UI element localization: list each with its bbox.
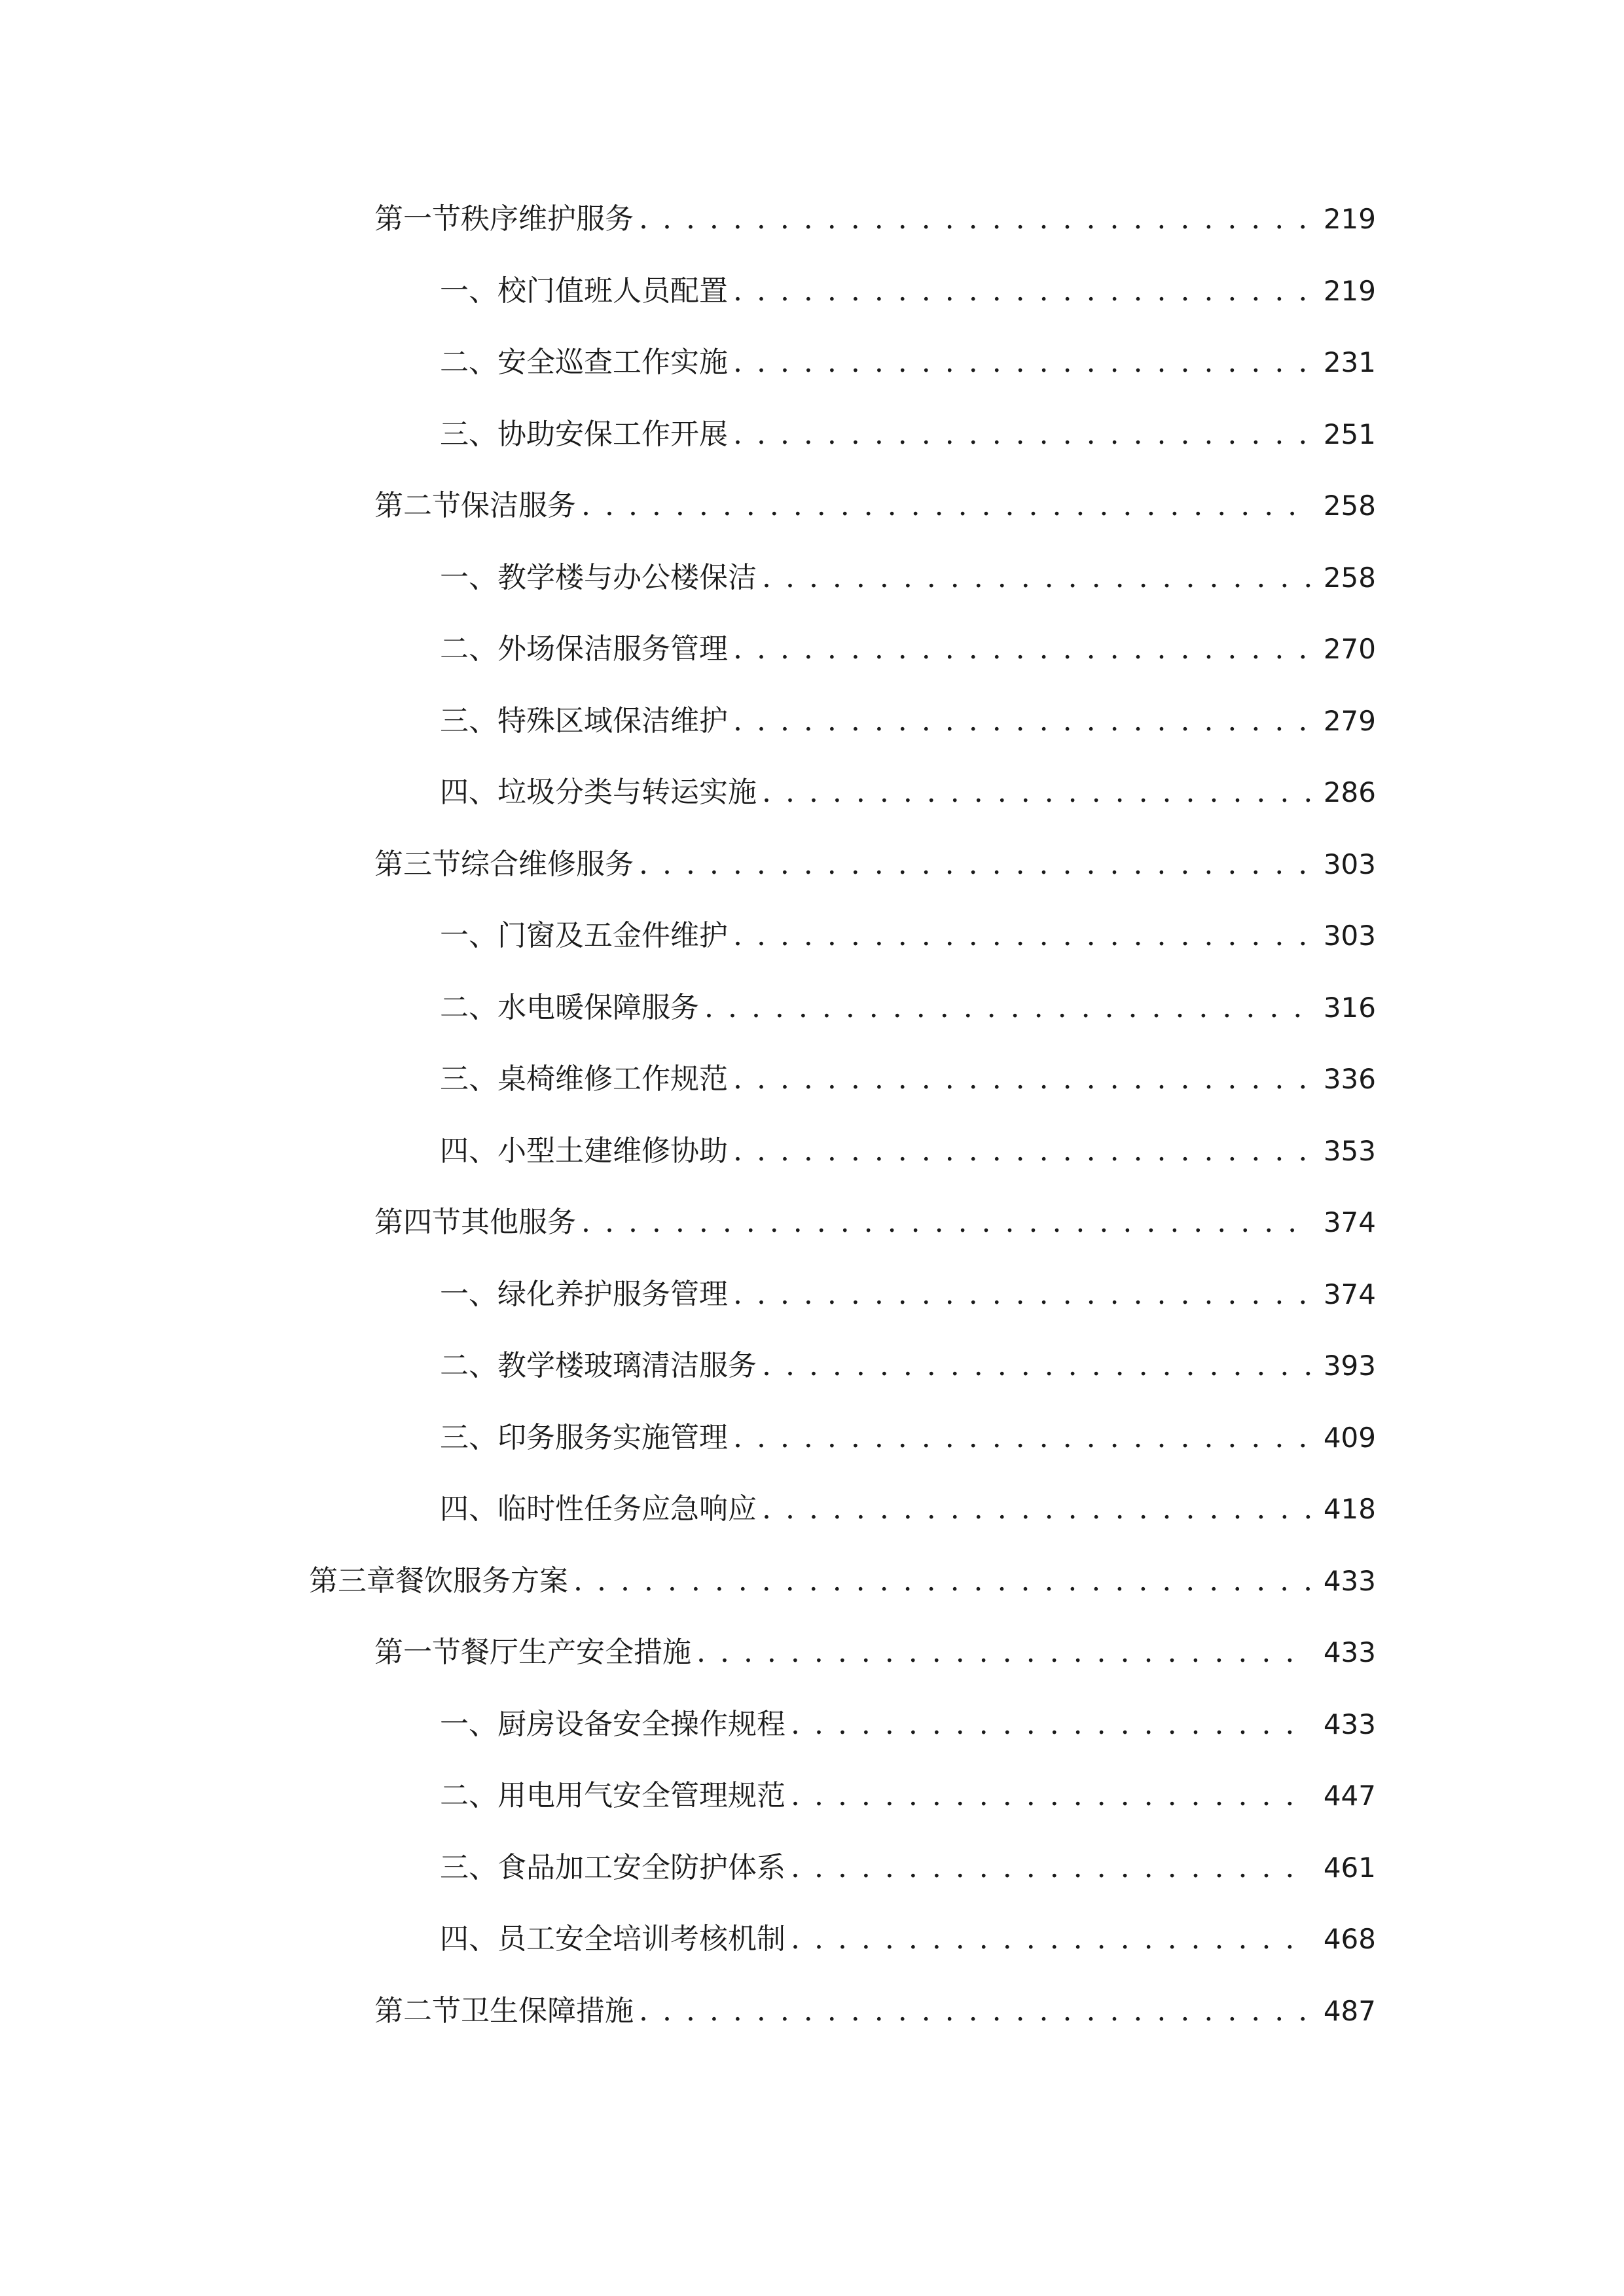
toc-entry-label: 二、 bbox=[440, 346, 497, 379]
toc-entry-page: 393 bbox=[1323, 1350, 1376, 1382]
dot-leader bbox=[762, 558, 1310, 598]
toc-entry-label: 三、 bbox=[440, 418, 497, 451]
toc-entry-title: 临时性任务应急响应 bbox=[497, 1492, 757, 1526]
toc-entry-title: 协助安保工作开展 bbox=[497, 418, 728, 451]
dot-leader bbox=[733, 343, 1310, 382]
toc-item-entry[interactable] bbox=[440, 1776, 1376, 1816]
toc-item-entry[interactable] bbox=[440, 558, 1376, 598]
toc-item-entry[interactable] bbox=[440, 1705, 1376, 1744]
toc-entry-page: 433 bbox=[1323, 1636, 1376, 1668]
toc-entry-page: 258 bbox=[1323, 562, 1376, 594]
dot-leader bbox=[733, 272, 1310, 311]
dot-leader bbox=[581, 1203, 1310, 1242]
toc-item-entry[interactable] bbox=[440, 773, 1376, 812]
toc-entry-page: 286 bbox=[1323, 776, 1376, 808]
toc-item-entry[interactable] bbox=[440, 630, 1376, 669]
toc-entry-label: 第三节 bbox=[374, 848, 461, 881]
dot-leader bbox=[733, 916, 1310, 956]
toc-item-entry[interactable] bbox=[440, 916, 1376, 956]
toc-item-entry[interactable] bbox=[440, 343, 1376, 382]
dot-leader bbox=[704, 988, 1310, 1028]
dot-leader bbox=[791, 1920, 1310, 1959]
toc-entry-page: 303 bbox=[1323, 848, 1376, 880]
toc-entry-page: 251 bbox=[1323, 418, 1376, 450]
dot-leader bbox=[733, 630, 1310, 669]
toc-entry-label: 三、 bbox=[440, 704, 497, 738]
toc-item-entry[interactable] bbox=[440, 1346, 1376, 1386]
dot-leader bbox=[733, 1418, 1310, 1458]
toc-entry-title: 餐饮服务方案 bbox=[395, 1564, 568, 1598]
dot-leader bbox=[639, 845, 1310, 884]
toc-entry-title: 印务服务实施管理 bbox=[497, 1421, 728, 1454]
toc-item-entry[interactable] bbox=[440, 1060, 1376, 1099]
toc-entry-page: 279 bbox=[1323, 705, 1376, 737]
toc-item-entry[interactable] bbox=[440, 1920, 1376, 1959]
toc-item-entry[interactable] bbox=[440, 1275, 1376, 1314]
dot-leader bbox=[733, 1060, 1310, 1099]
dot-leader bbox=[762, 1490, 1310, 1529]
toc-entry-label: 二、 bbox=[440, 1779, 497, 1812]
toc-entry-title: 保洁服务 bbox=[461, 489, 576, 522]
dot-leader bbox=[791, 1848, 1310, 1888]
toc-item-entry[interactable] bbox=[440, 415, 1376, 454]
toc-entry-label: 第四节 bbox=[374, 1206, 461, 1239]
toc-entry-label: 第二节 bbox=[374, 489, 461, 522]
toc-entry-label: 二、 bbox=[440, 632, 497, 666]
dot-leader bbox=[733, 1275, 1310, 1314]
dot-leader bbox=[733, 415, 1310, 454]
toc-entry-label: 第一节 bbox=[374, 1636, 461, 1669]
toc-entry-title: 秩序维护服务 bbox=[461, 202, 634, 236]
toc-entry-title: 厨房设备安全操作规程 bbox=[497, 1708, 785, 1741]
toc-item-entry[interactable] bbox=[440, 702, 1376, 741]
toc-entry-title: 特殊区域保洁维护 bbox=[497, 704, 728, 738]
dot-leader bbox=[639, 200, 1310, 239]
toc-entry-title: 餐厅生产安全措施 bbox=[461, 1636, 691, 1669]
toc-entry-label: 四、 bbox=[440, 1922, 497, 1956]
toc-entry-title: 教学楼玻璃清洁服务 bbox=[497, 1349, 757, 1382]
toc-entry-page: 433 bbox=[1323, 1565, 1376, 1597]
dot-leader bbox=[696, 1633, 1310, 1672]
toc-entry-label: 三、 bbox=[440, 1062, 497, 1096]
toc-entry-title: 校门值班人员配置 bbox=[497, 274, 728, 308]
toc-item-entry[interactable] bbox=[440, 272, 1376, 311]
toc-entry-label: 一、 bbox=[440, 274, 497, 308]
toc-section-entry[interactable] bbox=[374, 486, 1376, 526]
toc-entry-title: 综合维修服务 bbox=[461, 848, 634, 881]
dot-leader bbox=[573, 1562, 1310, 1601]
toc-entry-page: 336 bbox=[1323, 1063, 1376, 1095]
toc-item-entry[interactable] bbox=[440, 1418, 1376, 1458]
toc-entry-label: 一、 bbox=[440, 919, 497, 952]
toc-item-entry[interactable] bbox=[440, 1490, 1376, 1529]
toc-entry-page: 409 bbox=[1323, 1422, 1376, 1454]
toc-entry-title: 其他服务 bbox=[461, 1206, 576, 1239]
dot-leader bbox=[733, 1132, 1310, 1171]
toc-entry-title: 员工安全培训考核机制 bbox=[497, 1922, 785, 1956]
toc-chapter-entry[interactable] bbox=[309, 1562, 1376, 1601]
toc-entry-label: 第三章 bbox=[309, 1564, 395, 1598]
toc-entry-label: 第二节 bbox=[374, 1994, 461, 2028]
toc-entry-page: 374 bbox=[1323, 1278, 1376, 1310]
toc-entry-label: 四、 bbox=[440, 1134, 497, 1168]
toc-section-entry[interactable] bbox=[374, 1992, 1376, 2031]
toc-entry-label: 一、 bbox=[440, 1278, 497, 1311]
dot-leader bbox=[791, 1776, 1310, 1816]
toc-entry-title: 外场保洁服务管理 bbox=[497, 632, 728, 666]
toc-entry-page: 447 bbox=[1323, 1780, 1376, 1812]
toc-entry-title: 垃圾分类与转运实施 bbox=[497, 776, 757, 809]
toc-entry-page: 303 bbox=[1323, 920, 1376, 952]
toc-entry-title: 用电用气安全管理规范 bbox=[497, 1779, 785, 1812]
toc-entry-label: 第一节 bbox=[374, 202, 461, 236]
toc-entry-page: 433 bbox=[1323, 1708, 1376, 1740]
toc-entry-title: 绿化养护服务管理 bbox=[497, 1278, 728, 1311]
toc-item-entry[interactable] bbox=[440, 1848, 1376, 1888]
toc-entry-label: 二、 bbox=[440, 1349, 497, 1382]
toc-entry-label: 二、 bbox=[440, 991, 497, 1024]
toc-entry-title: 桌椅维修工作规范 bbox=[497, 1062, 728, 1096]
toc-section-entry[interactable] bbox=[374, 845, 1376, 884]
toc-item-entry[interactable] bbox=[440, 988, 1376, 1028]
toc-entry-label: 四、 bbox=[440, 776, 497, 809]
toc-entry-label: 三、 bbox=[440, 1851, 497, 1884]
toc-entry-page: 418 bbox=[1323, 1493, 1376, 1525]
toc-entry-title: 小型土建维修协助 bbox=[497, 1134, 728, 1168]
dot-leader bbox=[791, 1705, 1310, 1744]
toc-entry-page: 353 bbox=[1323, 1135, 1376, 1167]
toc-entry-page: 270 bbox=[1323, 633, 1376, 665]
toc-entry-label: 一、 bbox=[440, 1708, 497, 1741]
toc-entry-page: 374 bbox=[1323, 1206, 1376, 1238]
toc-entry-label: 四、 bbox=[440, 1492, 497, 1526]
toc-section-entry[interactable] bbox=[374, 1633, 1376, 1672]
toc-entry-title: 卫生保障措施 bbox=[461, 1994, 634, 2028]
dot-leader bbox=[581, 486, 1310, 526]
toc-entry-title: 水电暖保障服务 bbox=[497, 991, 699, 1024]
toc-entry-page: 461 bbox=[1323, 1852, 1376, 1884]
dot-leader bbox=[639, 1992, 1310, 2031]
toc-entry-label: 一、 bbox=[440, 561, 497, 594]
toc-section-entry[interactable] bbox=[374, 1203, 1376, 1242]
toc-entry-page: 219 bbox=[1323, 203, 1376, 235]
toc-entry-page: 468 bbox=[1323, 1923, 1376, 1955]
toc-entry-page: 487 bbox=[1323, 1995, 1376, 2027]
toc-entry-title: 门窗及五金件维护 bbox=[497, 919, 728, 952]
toc-entry-title: 教学楼与办公楼保洁 bbox=[497, 561, 757, 594]
dot-leader bbox=[762, 1346, 1310, 1386]
toc-item-entry[interactable] bbox=[440, 1132, 1376, 1171]
dot-leader bbox=[733, 702, 1310, 741]
toc-entry-page: 316 bbox=[1323, 992, 1376, 1024]
dot-leader bbox=[762, 773, 1310, 812]
toc-entry-label: 三、 bbox=[440, 1421, 497, 1454]
toc-entry-title: 安全巡查工作实施 bbox=[497, 346, 728, 379]
toc-entry-page: 258 bbox=[1323, 490, 1376, 522]
toc-entry-page: 231 bbox=[1323, 346, 1376, 378]
toc-entry-title: 食品加工安全防护体系 bbox=[497, 1851, 785, 1884]
toc-entry-page: 219 bbox=[1323, 275, 1376, 307]
toc-section-entry[interactable] bbox=[374, 200, 1376, 239]
